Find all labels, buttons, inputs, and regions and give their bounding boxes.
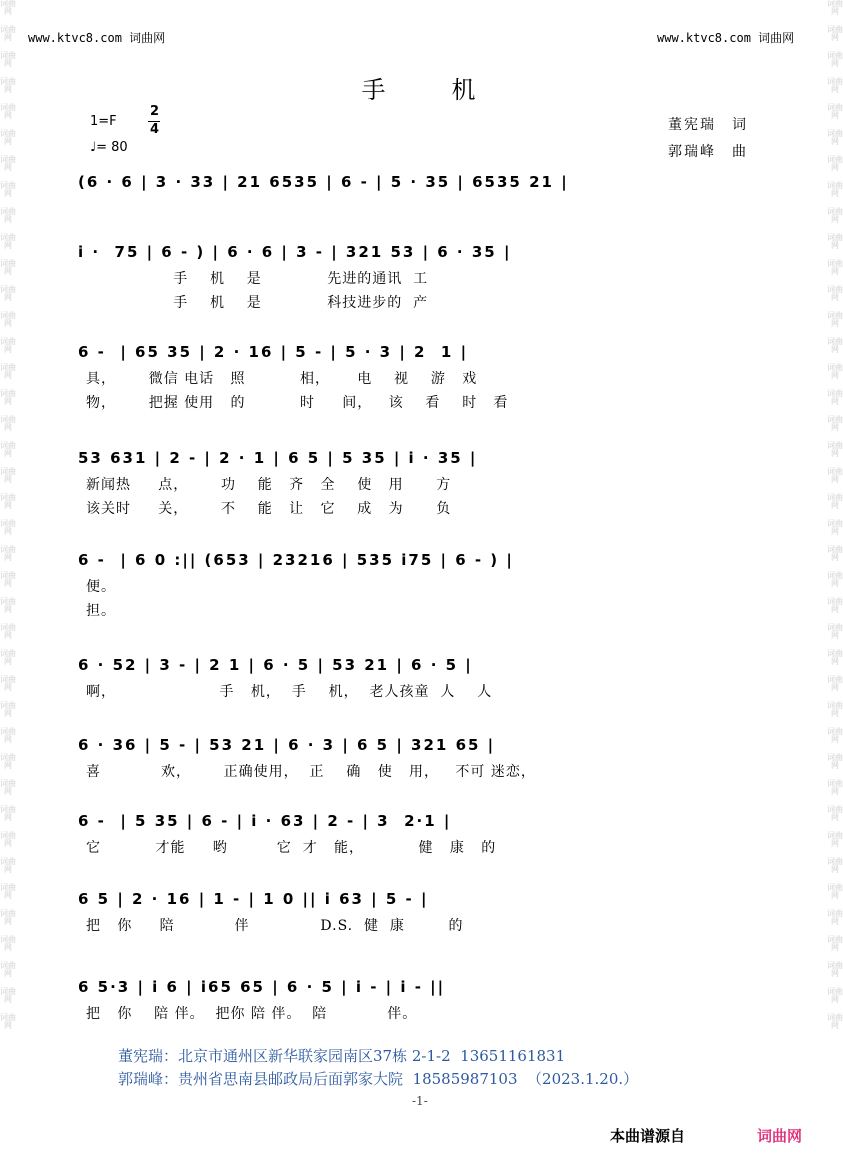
lyrics-line-2: 该关时 关， 不 能 让 它 成 为 负 — [86, 501, 452, 517]
score-row — [78, 548, 758, 638]
notes-line: (6 · 6 | 3 · 33 | 21 6535 | 6 - | 5 · 35 | 6535 21 | — [78, 173, 569, 191]
song-title: 手 机 — [361, 76, 482, 104]
lyrics-line-1: 喜 欢， 正确使用， 正 确 使 用， 不可 迷恋， — [86, 764, 536, 780]
watermark-text: 词曲网 — [0, 701, 16, 718]
lyrics-line-1: 把 你 陪 伴 D.S. 健 康 的 — [86, 918, 464, 934]
notes-line: 6 · 52 | 3 - | 2 1 | 6 · 5 | 53 21 | 6 · 5 | — [78, 656, 473, 674]
notes-line: 6 - | 65 35 | 2 · 16 | 5 - | 5 · 3 | 2 1 | — [78, 343, 469, 361]
lyrics-line-1: 手 机 是 先进的通讯 工 — [86, 271, 429, 287]
watermark-text: 词曲网 — [827, 103, 843, 120]
watermark-text: 词曲网 — [827, 51, 843, 68]
watermark-text: 词曲网 — [827, 77, 843, 94]
watermark-text: 词曲网 — [0, 597, 16, 614]
watermark-text: 词曲网 — [827, 649, 843, 666]
brand-logo-text[interactable]: 词曲网 — [757, 1127, 803, 1145]
watermark-text: 词曲网 — [0, 441, 16, 458]
watermark-text: 词曲网 — [0, 883, 16, 900]
watermark-text: 词曲网 — [827, 363, 843, 380]
watermark-text: 词曲网 — [827, 883, 843, 900]
watermark-text: 词曲网 — [0, 285, 16, 302]
watermark-text: 词曲网 — [827, 0, 843, 16]
watermark-text: 词曲网 — [827, 909, 843, 926]
watermark-text: 词曲网 — [0, 51, 16, 68]
watermark-text: 词曲网 — [0, 753, 16, 770]
watermark-text: 词曲网 — [0, 311, 16, 328]
watermark-text: 词曲网 — [827, 129, 843, 146]
score-row — [78, 887, 758, 977]
lyrics-line-1: 啊， 手 机， 手 机， 老人孩童 人 人 — [86, 684, 493, 700]
score-row — [78, 340, 758, 430]
watermark-text: 词曲网 — [0, 389, 16, 406]
watermark-text: 词曲网 — [0, 1013, 16, 1030]
watermark-text: 词曲网 — [827, 857, 843, 874]
watermark-text: 词曲网 — [0, 961, 16, 978]
watermark-text: 词曲网 — [827, 727, 843, 744]
lyrics-line-1: 它 才能 哟 它 才 能， 健 康 的 — [86, 840, 497, 856]
time-sig-top: 2 — [150, 104, 160, 119]
watermark-text: 词曲网 — [827, 25, 843, 42]
lyrics-line-2: 物， 把握 使用 的 时 间， 该 看 时 看 — [86, 395, 509, 411]
watermark-text: 词曲网 — [827, 259, 843, 276]
watermark-text: 词曲网 — [0, 987, 16, 1004]
watermark-text: 词曲网 — [827, 493, 843, 510]
watermark-text: 词曲网 — [0, 207, 16, 224]
watermark-text: 词曲网 — [0, 805, 16, 822]
watermark-text: 词曲网 — [0, 831, 16, 848]
watermark-text: 词曲网 — [827, 987, 843, 1004]
tempo-mark: ♩= 80 — [90, 140, 128, 155]
watermark-text: 词曲网 — [827, 519, 843, 536]
score-row — [78, 240, 758, 330]
lyrics-line-1: 新闻热 点， 功 能 齐 全 使 用 方 — [86, 477, 452, 493]
watermark-text: 词曲网 — [0, 233, 16, 250]
composer-credit: 郭瑞峰 曲 — [668, 144, 748, 160]
watermark-text: 词曲网 — [827, 935, 843, 952]
watermark-text: 词曲网 — [0, 181, 16, 198]
site-url-left[interactable]: www.ktvc8.com 词曲网 — [28, 31, 166, 45]
watermark-text: 词曲网 — [827, 415, 843, 432]
lyrics-line-1: 把 你 陪 伴。 把你 陪 伴。 陪 伴。 — [86, 1006, 418, 1022]
watermark-text: 词曲网 — [827, 779, 843, 796]
lyrics-line-1: 便。 — [86, 579, 116, 595]
notes-line: 6 - | 6 0 :|| (653 | 23216 | 535 i75 | 6 - ) | — [78, 551, 514, 569]
watermark-text: 词曲网 — [0, 259, 16, 276]
watermark-text: 词曲网 — [827, 337, 843, 354]
watermark-text: 词曲网 — [827, 597, 843, 614]
composer-contact: 郭瑞峰：贵州省思南县邮政局后面郭家大院 18585987103 （2023.1.20.） — [118, 1070, 639, 1088]
watermark-text: 词曲网 — [0, 909, 16, 926]
watermark-text: 词曲网 — [827, 675, 843, 692]
notes-line: 6 · 36 | 5 - | 53 21 | 6 · 3 | 6 5 | 321 65 | — [78, 736, 496, 754]
watermark-text: 词曲网 — [0, 0, 16, 16]
notes-line: 6 5 | 2 · 16 | 1 - | 1 0 || i 63 | 5 - | — [78, 890, 429, 908]
notes-line: 6 - | 5 35 | 6 - | i · 63 | 2 - | 3 2·1 | — [78, 812, 452, 830]
score-row — [78, 653, 758, 743]
notes-line: 6 5·3 | i 6 | i65 65 | 6 · 5 | i - | i - || — [78, 978, 446, 996]
watermark-text: 词曲网 — [0, 363, 16, 380]
watermark-text: 词曲网 — [827, 701, 843, 718]
right-watermark — [827, 0, 843, 1172]
watermark-text: 词曲网 — [0, 935, 16, 952]
watermark-text: 词曲网 — [827, 961, 843, 978]
watermark-text: 词曲网 — [827, 753, 843, 770]
watermark-text: 词曲网 — [827, 285, 843, 302]
watermark-text: 词曲网 — [827, 467, 843, 484]
left-watermark — [0, 0, 16, 1172]
lyricist-credit: 董宪瑞 词 — [668, 117, 748, 133]
score-row — [78, 809, 758, 899]
watermark-text: 词曲网 — [827, 623, 843, 640]
watermark-text: 词曲网 — [0, 649, 16, 666]
watermark-text: 词曲网 — [0, 571, 16, 588]
key-signature: 1=F — [90, 114, 117, 129]
watermark-text: 词曲网 — [827, 181, 843, 198]
watermark-text: 词曲网 — [827, 571, 843, 588]
watermark-text: 词曲网 — [827, 389, 843, 406]
lyrics-line-1: 具， 微信 电话 照 相， 电 视 游 戏 — [86, 371, 478, 387]
watermark-text: 词曲网 — [0, 77, 16, 94]
site-url-right[interactable]: www.ktvc8.com 词曲网 — [657, 31, 795, 45]
watermark-text: 词曲网 — [0, 337, 16, 354]
lyrics-line-2: 担。 — [86, 603, 116, 619]
watermark-text: 词曲网 — [827, 311, 843, 328]
notes-line: i · 75 | 6 - ) | 6 · 6 | 3 - | 321 53 | 6 · 35 | — [78, 243, 512, 261]
notes-line: 53 631 | 2 - | 2 · 1 | 6 5 | 5 35 | i · 35 | — [78, 449, 478, 467]
watermark-text: 词曲网 — [0, 493, 16, 510]
time-sig-bottom: 4 — [150, 122, 160, 137]
watermark-text: 词曲网 — [0, 623, 16, 640]
watermark-text: 词曲网 — [0, 779, 16, 796]
watermark-text: 词曲网 — [827, 155, 843, 172]
watermark-text: 词曲网 — [0, 129, 16, 146]
watermark-text: 词曲网 — [827, 207, 843, 224]
watermark-text: 词曲网 — [0, 857, 16, 874]
watermark-text: 词曲网 — [0, 415, 16, 432]
watermark-text: 词曲网 — [0, 155, 16, 172]
watermark-text: 词曲网 — [0, 103, 16, 120]
lyricist-contact: 董宪瑞：北京市通州区新华联家园南区37栋 2-1-2 13651161831 — [118, 1047, 566, 1065]
watermark-text: 词曲网 — [0, 675, 16, 692]
watermark-text: 词曲网 — [827, 233, 843, 250]
watermark-text: 词曲网 — [827, 441, 843, 458]
source-label: 本曲谱源自 — [610, 1127, 686, 1145]
watermark-text: 词曲网 — [827, 1013, 843, 1030]
watermark-text: 词曲网 — [0, 25, 16, 42]
watermark-text: 词曲网 — [0, 467, 16, 484]
watermark-text: 词曲网 — [827, 831, 843, 848]
lyrics-line-2: 手 机 是 科技进步的 产 — [86, 295, 429, 311]
page-number: -1- — [412, 1094, 428, 1108]
watermark-text: 词曲网 — [0, 727, 16, 744]
watermark-text: 词曲网 — [0, 545, 16, 562]
score-row — [78, 446, 758, 536]
watermark-text: 词曲网 — [0, 519, 16, 536]
watermark-text: 词曲网 — [827, 545, 843, 562]
watermark-text: 词曲网 — [827, 805, 843, 822]
